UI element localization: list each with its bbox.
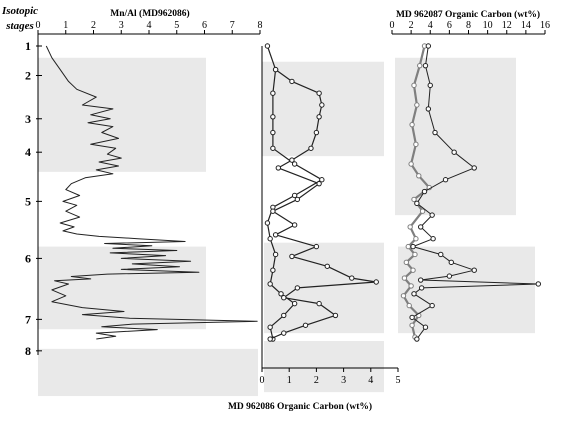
stage-label-1: 1: [25, 39, 31, 53]
middle-series-2-point: [290, 254, 294, 258]
right-series-1-point: [409, 284, 413, 288]
shaded-interval-middle: [264, 341, 384, 392]
middle-x-tick-label: 3: [341, 375, 347, 386]
right-series-2-point: [472, 268, 476, 272]
right-series-1-point: [409, 162, 413, 166]
stage-label-5: 5: [25, 194, 31, 209]
middle-series-2-point: [314, 244, 318, 248]
right-series-2-point: [426, 107, 430, 111]
middle-series-1-point: [271, 146, 275, 150]
stage-label-4: 4: [25, 145, 31, 160]
right-series-1-point: [414, 142, 418, 146]
stage-label-2: 2: [25, 68, 31, 83]
shaded-interval-left: [38, 247, 206, 330]
middle-series-1-point: [271, 268, 275, 272]
stage-label-3: 3: [25, 111, 31, 126]
middle-series-1-point: [268, 282, 272, 286]
middle-series-2-point: [271, 209, 275, 213]
right-series-2-point: [443, 178, 447, 182]
y-label-line-2: stages: [6, 20, 34, 32]
right-x-tick-label: 14: [520, 20, 531, 31]
y-label-line-1: Isotopic: [1, 5, 39, 17]
right-series-2-point: [410, 315, 414, 319]
middle-series-2-point: [314, 130, 318, 134]
right-x-tick-label: 10: [482, 20, 493, 31]
middle-series-2-point: [273, 233, 277, 237]
right-series-2-point: [428, 83, 432, 87]
right-series-1-point: [404, 260, 408, 264]
middle-series-2-point: [268, 337, 272, 341]
middle-x-tick-label: 1: [286, 375, 292, 386]
left-x-tick-label: 4: [146, 20, 152, 31]
right-series-2-point: [439, 252, 443, 256]
middle-chart-xlabel: MD 962086 Organic Carbon (wt%): [227, 402, 373, 412]
middle-series-2-point: [317, 301, 321, 305]
right-series-2-point: [419, 286, 423, 290]
left-x-tick-label: 1: [63, 20, 69, 31]
middle-series-2-point: [317, 115, 321, 119]
right-series-2-point: [430, 213, 434, 217]
shaded-interval-left: [38, 349, 258, 396]
right-series-2-point: [418, 225, 422, 229]
right-x-tick-label: 0: [389, 20, 395, 31]
right-series-2-point: [472, 166, 476, 170]
middle-series-1-point: [273, 252, 277, 256]
middle-series-2-point: [317, 181, 321, 185]
right-series-2-point: [412, 292, 416, 296]
middle-series-2-point: [333, 313, 337, 317]
right-series-2-point: [423, 325, 427, 329]
right-series-1-point: [411, 268, 415, 272]
right-series-1-point: [418, 63, 422, 67]
middle-series-1-point: [268, 237, 272, 241]
right-series-2-point: [415, 201, 419, 205]
middle-series-1-point: [271, 91, 275, 95]
right-series-1-point: [412, 197, 416, 201]
left-chart-title: Mn/Al (MD962086): [110, 9, 190, 19]
right-series-2-point: [447, 274, 451, 278]
middle-series-2-point: [309, 146, 313, 150]
middle-series-2-point: [350, 276, 354, 280]
right-x-tick-label: 2: [408, 20, 414, 31]
y-axis-label: [1, 5, 38, 32]
middle-x-tick-label: 4: [368, 375, 374, 386]
right-series-2-point: [426, 44, 430, 48]
middle-series-2-point: [295, 197, 299, 201]
shaded-interval-left: [38, 58, 206, 172]
right-series-2-point: [431, 237, 435, 241]
right-series-1-point: [415, 103, 419, 107]
right-series-1-point: [410, 323, 414, 327]
middle-series-1-point: [271, 130, 275, 134]
stage-label-8: 8: [25, 343, 31, 358]
middle-series-1-point: [282, 313, 286, 317]
left-x-tick-label: 7: [229, 20, 235, 31]
right-series-2-point: [449, 260, 453, 264]
middle-series-1-point: [265, 221, 269, 225]
right-series-1-point: [408, 225, 412, 229]
right-series-1-point: [401, 294, 405, 298]
right-series-2-point: [452, 150, 456, 154]
right-series-2-point: [422, 189, 426, 193]
middle-series-2-point: [295, 286, 299, 290]
right-x-tick-label: 16: [540, 20, 550, 31]
left-x-tick-label: 0: [35, 20, 41, 31]
right-x-tick-label: 8: [466, 20, 471, 31]
middle-series-2-point: [374, 280, 378, 284]
middle-series-2-point: [276, 166, 280, 170]
middle-x-tick-label: 2: [313, 375, 319, 386]
shaded-interval-middle: [262, 62, 384, 156]
left-x-tick-label: 5: [174, 20, 180, 31]
middle-series-2-point: [292, 223, 296, 227]
middle-series-2-point: [282, 331, 286, 335]
right-series-2-point: [411, 244, 415, 248]
right-series-2-point: [433, 130, 437, 134]
middle-series-2-point: [290, 158, 294, 162]
left-x-tick-label: 6: [202, 20, 207, 31]
right-series-2-point: [423, 63, 427, 67]
right-series-1-point: [402, 276, 406, 280]
right-series-1-point: [412, 83, 416, 87]
right-series-1-point: [410, 122, 414, 126]
right-series-1-point: [413, 252, 417, 256]
middle-series-2-point: [325, 264, 329, 268]
right-x-tick-label: 6: [446, 20, 452, 31]
right-chart-title: MD 962087 Organic Carbon (wt%): [395, 10, 541, 20]
right-series-1-point: [406, 244, 410, 248]
middle-series-1-point: [265, 44, 269, 48]
right-series-2-point: [415, 337, 419, 341]
left-x-tick-label: 8: [257, 20, 263, 31]
middle-series-1-point: [292, 301, 296, 305]
middle-series-1-point: [268, 325, 272, 329]
stage-label-7: 7: [25, 312, 31, 327]
middle-x-tick-label: 0: [259, 375, 265, 386]
right-x-tick-label: 12: [501, 20, 512, 31]
middle-series-2-point: [320, 103, 324, 107]
shaded-interval-right: [395, 58, 516, 215]
right-series-2-point: [418, 278, 422, 282]
right-series-1-point: [417, 174, 421, 178]
middle-series-2-point: [303, 323, 307, 327]
right-series-1-point: [420, 209, 424, 213]
middle-series-1-point: [271, 115, 275, 119]
middle-series-2-point: [317, 91, 321, 95]
left-x-tick-label: 3: [118, 20, 124, 31]
right-series-2-point: [430, 303, 434, 307]
middle-series-2-point: [290, 79, 294, 83]
right-series-2-point: [536, 282, 540, 286]
right-series-1-point: [414, 237, 418, 241]
middle-series-2-point: [282, 296, 286, 300]
right-series-1-point: [407, 303, 411, 307]
right-x-tick-label: 4: [427, 20, 433, 31]
stage-label-6: 6: [25, 251, 31, 266]
middle-series-2-point: [273, 67, 277, 71]
left-x-tick-label: 2: [91, 20, 96, 31]
middle-x-tick-label: 5: [395, 375, 401, 386]
